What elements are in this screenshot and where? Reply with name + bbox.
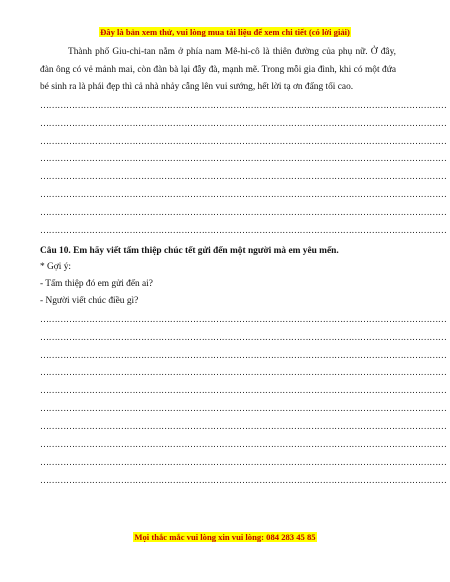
answer-line[interactable]: …………………………………………………………………………………………………………………………… bbox=[40, 225, 447, 236]
answer-line[interactable]: …………………………………………………………………………………………………………………………… bbox=[40, 474, 447, 485]
answer-line[interactable]: …………………………………………………………………………………………………………………………… bbox=[40, 117, 447, 128]
answer-line[interactable]: …………………………………………………………………………………………………………………………… bbox=[40, 349, 447, 360]
answer-line[interactable]: …………………………………………………………………………………………………………………………… bbox=[40, 456, 447, 467]
answer-lines-block-2 bbox=[40, 311, 447, 490]
contact-footer bbox=[0, 532, 450, 543]
hint-item-wishes: - Người viết chúc điều gì? bbox=[40, 296, 139, 306]
preview-banner-text: Đây là bản xem thử, vui lòng mua tài liệu để xem chi tiết (có lời giải) bbox=[100, 27, 350, 37]
answer-line[interactable]: …………………………………………………………………………………………………………………………… bbox=[40, 439, 447, 450]
hint-label: * Gợi ý: bbox=[40, 262, 71, 273]
answer-line[interactable]: …………………………………………………………………………………………………………………………… bbox=[40, 99, 447, 110]
question-10 bbox=[40, 243, 396, 310]
answer-line[interactable]: …………………………………………………………………………………………………………………………… bbox=[40, 367, 447, 378]
answer-line[interactable]: …………………………………………………………………………………………………………………………… bbox=[40, 171, 447, 182]
question-10-title: Câu 10. Em hãy viết tấm thiệp chúc tết gửi đến một người mà em yêu mến. bbox=[40, 245, 339, 256]
page-content bbox=[40, 44, 447, 490]
answer-line[interactable]: …………………………………………………………………………………………………………………………… bbox=[40, 421, 447, 432]
preview-banner bbox=[0, 27, 450, 38]
answer-line[interactable]: …………………………………………………………………………………………………………………………… bbox=[40, 403, 447, 414]
answer-line[interactable]: …………………………………………………………………………………………………………………………… bbox=[40, 331, 447, 342]
answer-line[interactable]: …………………………………………………………………………………………………………………………… bbox=[40, 135, 447, 146]
answer-line[interactable]: …………………………………………………………………………………………………………………………… bbox=[40, 153, 447, 164]
answer-lines-block-1 bbox=[40, 97, 447, 240]
answer-line[interactable]: …………………………………………………………………………………………………………………………… bbox=[40, 313, 447, 324]
answer-line[interactable]: …………………………………………………………………………………………………………………………… bbox=[40, 189, 447, 200]
answer-line[interactable]: …………………………………………………………………………………………………………………………… bbox=[40, 385, 447, 396]
contact-footer-text: Mọi thắc mắc vui lòng xin vui lòng: 084 283 45 85 bbox=[134, 532, 316, 542]
passage-paragraph: Thành phố Giu-chi-tan nằm ở phía nam Mê-hi-cô là thiên đường của phụ nữ. Ở đây, đàn ông có vẻ mảnh mai, còn đàn bà lại đẫy đà, mạnh mẽ. Trong mỗi gia đình, khi có một đứa bé sinh ra là phái đẹp thì cả nhà nhảy cẫng lên vui sướng, hết lời tạ ơn đấng tối cao. bbox=[40, 47, 396, 93]
hint-item-recipient: - Tấm thiệp đó em gửi đến ai? bbox=[40, 279, 153, 290]
answer-line[interactable]: …………………………………………………………………………………………………………………………… bbox=[40, 207, 447, 218]
